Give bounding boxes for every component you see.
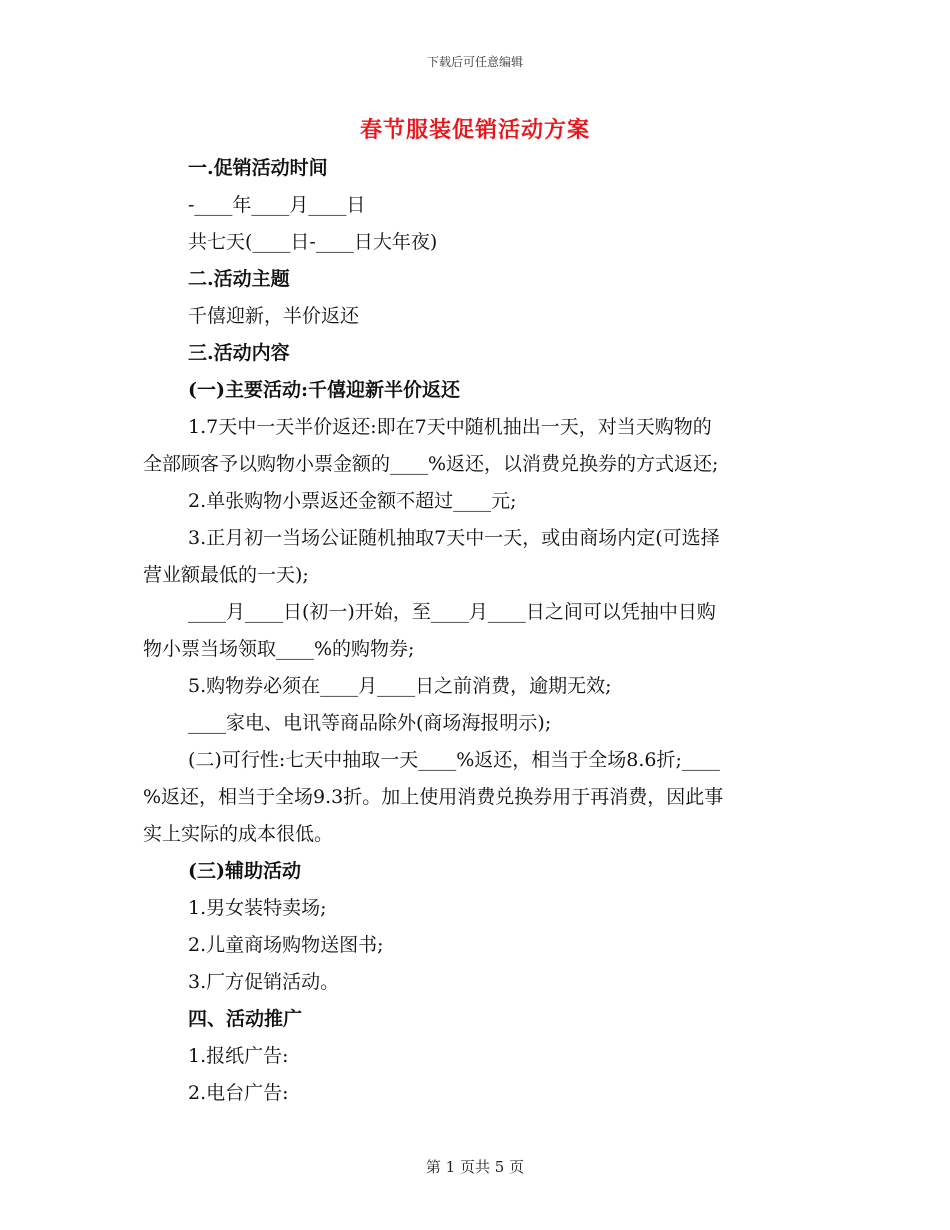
header-note: 下载后可任意编辑 (426, 55, 523, 69)
paragraph-line: (二)可行性:七天中抽取一天____%返还，相当于全场8.6折;____ (188, 749, 720, 771)
page-footer: 第 1 页共 5 页 (425, 1158, 525, 1176)
paragraph-line: ____家电、电讯等商品除外(商场海报明示); (188, 712, 552, 734)
paragraph-line: 1.男女装特卖场; (188, 897, 327, 919)
section-heading: 四、活动推广 (188, 1008, 303, 1030)
paragraph-line: 全部顾客予以购物小票金额的____%返还，以消费兑换券的方式返还; (143, 453, 719, 475)
section-heading: 一.促销活动时间 (188, 157, 328, 179)
paragraph-line: 2.单张购物小票返还金额不超过____元; (188, 490, 517, 512)
paragraph-line: -____年____月____日 (188, 194, 366, 216)
section-heading: (三)辅助活动 (188, 860, 301, 882)
paragraph-line: 2.电台广告: (188, 1082, 289, 1104)
paragraph-line: 3.厂方促销活动。 (188, 971, 340, 993)
paragraph-line: ____月____日(初一)开始，至____月____日之间可以凭抽中日购 (188, 601, 716, 623)
section-heading: (一)主要活动:千僖迎新半价返还 (188, 379, 460, 401)
section-heading: 二.活动主题 (188, 268, 290, 290)
paragraph-line: 1.报纸广告: (188, 1045, 289, 1067)
paragraph-line: 实上实际的成本很低。 (143, 823, 334, 845)
paragraph-line: %返还，相当于全场9.3折。加上使用消费兑换券用于再消费，因此事 (143, 786, 724, 808)
paragraph-line: 共七天(____日-____日大年夜) (188, 231, 438, 253)
paragraph-line: 2.儿童商场购物送图书; (188, 934, 384, 956)
paragraph-line: 营业额最低的一天); (143, 564, 309, 586)
paragraph-line: 千僖迎新，半价返还 (188, 305, 360, 327)
paragraph-line: 5.购物券必须在____月____日之前消费，逾期无效; (188, 675, 612, 697)
document-title: 春节服装促销活动方案 (359, 117, 590, 143)
document-body (143, 150, 808, 1112)
paragraph-line: 3.正月初一当场公证随机抽取7天中一天，或由商场内定(可选择 (188, 527, 720, 549)
paragraph-line: 1.7天中一天半价返还:即在7天中随机抽出一天，对当天购物的 (188, 416, 712, 438)
section-heading: 三.活动内容 (188, 342, 290, 364)
paragraph-line: 物小票当场领取____%的购物券; (143, 638, 415, 660)
